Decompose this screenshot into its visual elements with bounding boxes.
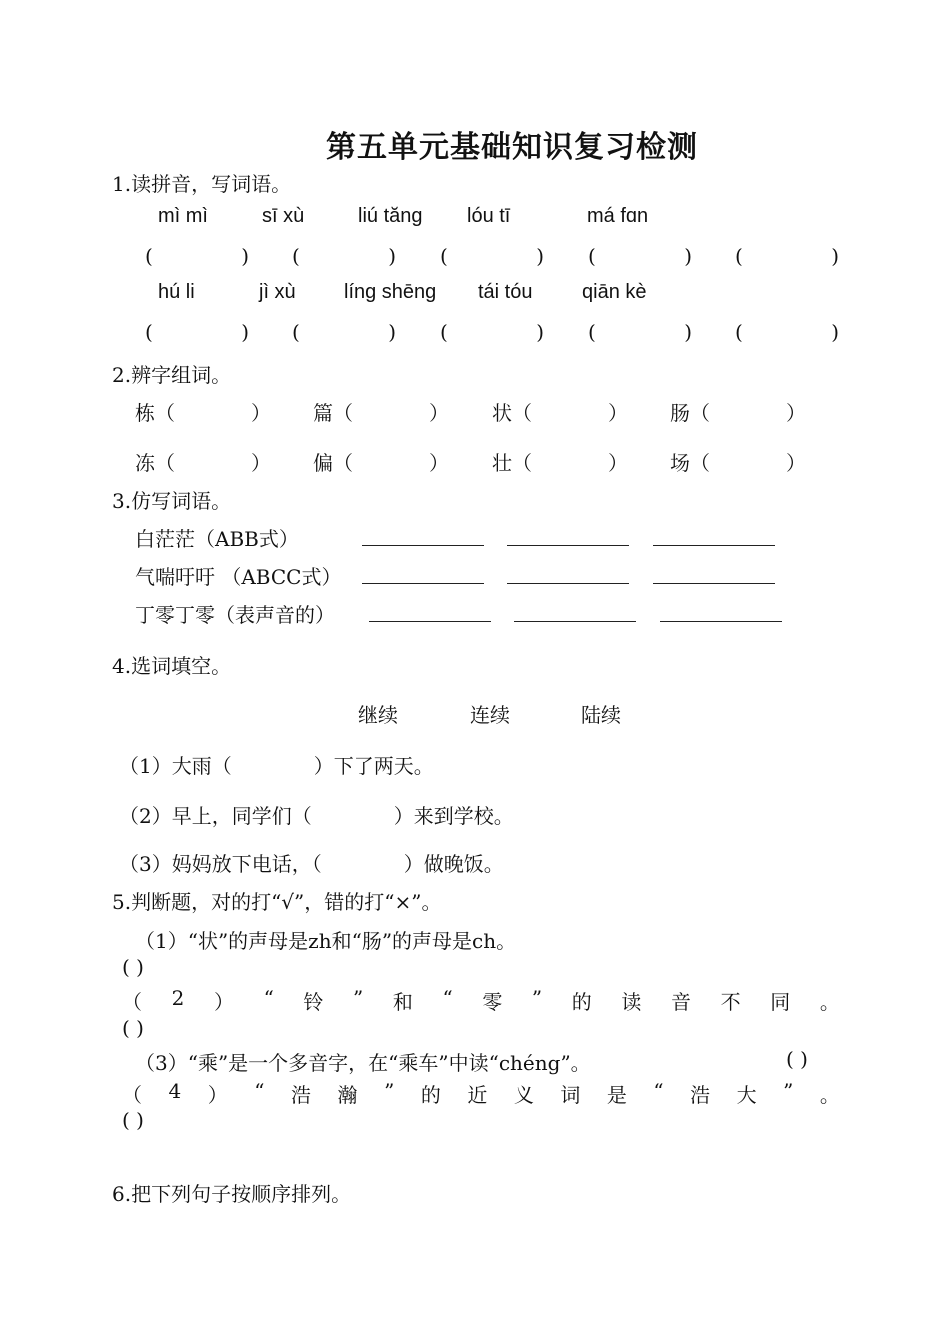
blank-line[interactable]: [660, 621, 782, 622]
char: 冻: [135, 451, 155, 475]
pinyin-1-4: lóu tī: [467, 205, 511, 227]
judge-item-1: （1）“状”的声母是zh和“肠”的声母是ch。: [135, 929, 517, 953]
char: 篇: [313, 401, 333, 425]
word-choice: 继续: [358, 703, 398, 727]
q3-item-1: 白茫茫（ABB式）: [135, 527, 299, 551]
answer-paren-1-3[interactable]: ( ): [440, 244, 544, 268]
q5-heading: 5.判断题，对的打“√”，错的打“×”。: [112, 890, 442, 914]
pinyin-2-3: líng shēng: [344, 281, 437, 303]
q4-heading: 4.选词填空。: [112, 654, 232, 678]
answer-paren-1-2[interactable]: ( ): [292, 244, 396, 268]
blank-line[interactable]: [369, 621, 491, 622]
judge-paren[interactable]: ( ): [786, 1047, 808, 1071]
char-group-2-1[interactable]: 冻 （ ）: [135, 447, 271, 476]
pinyin-2-5: qiān kè: [582, 281, 647, 303]
sentence-3[interactable]: （3）妈妈放下电话，（ ）做晚饭。: [119, 852, 504, 876]
judge-item-2: （ 2 ） “ 铃 ” 和 “ 零 ” 的 读 音 不 同 。: [122, 986, 840, 1014]
pinyin-1-3: liú tăng: [358, 205, 423, 227]
sentence-1[interactable]: （1）大雨（ ）下了两天。: [119, 754, 434, 778]
pinyin-2-1: hú li: [158, 281, 195, 303]
char-group-1-1[interactable]: 栋 （ ）: [135, 397, 271, 426]
judge-paren[interactable]: ( ): [122, 955, 144, 979]
pinyin-2-4: tái tóu: [478, 281, 533, 303]
sentence-2[interactable]: （2）早上，同学们（ ）来到学校。: [119, 804, 514, 828]
answer-paren-1-1[interactable]: ( ): [145, 244, 249, 268]
char: 场: [670, 451, 690, 475]
char: 栋: [135, 401, 155, 425]
blank-line[interactable]: [507, 583, 629, 584]
judge-item-4: （ 4 ） “ 浩 瀚 ” 的 近 义 词 是 “ 浩 大 ” 。: [122, 1079, 840, 1107]
char-group-2-4[interactable]: 场 （ ）: [670, 447, 806, 476]
judge-paren[interactable]: ( ): [122, 1016, 144, 1040]
page-title: 第五单元基础知识复习检测: [326, 130, 698, 165]
blank-line[interactable]: [362, 583, 484, 584]
char: 壮: [492, 451, 512, 475]
char-group-2-3[interactable]: 壮 （ ）: [492, 447, 628, 476]
answer-paren-2-2[interactable]: ( ): [292, 320, 396, 344]
pinyin-1-1: mì mì: [158, 205, 208, 227]
answer-paren-2-3[interactable]: ( ): [440, 320, 544, 344]
char-group-1-4[interactable]: 肠 （ ）: [670, 397, 806, 426]
pinyin-1-2: sī xù: [262, 205, 305, 227]
q2-heading: 2.辨字组词。: [112, 363, 232, 387]
char-group-1-3[interactable]: 状 （ ）: [492, 397, 628, 426]
blank-line[interactable]: [514, 621, 636, 622]
answer-paren-2-5[interactable]: ( ): [735, 320, 839, 344]
char: 状: [492, 401, 512, 425]
char: 肠: [670, 401, 690, 425]
q3-item-2: 气喘吁吁 （ABCC式）: [135, 565, 342, 589]
q3-heading: 3.仿写词语。: [112, 489, 232, 513]
blank-line[interactable]: [653, 545, 775, 546]
pinyin-2-2: jì xù: [259, 281, 296, 303]
pinyin-1-5: má fɑn: [587, 205, 649, 227]
char: 偏: [313, 451, 333, 475]
answer-paren-1-4[interactable]: ( ): [588, 244, 692, 268]
answer-paren-2-1[interactable]: ( ): [145, 320, 249, 344]
q1-heading: 1.读拼音，写词语。: [112, 172, 292, 196]
blank-line[interactable]: [653, 583, 775, 584]
answer-paren-1-5[interactable]: ( ): [735, 244, 839, 268]
q3-item-3: 丁零丁零（表声音的）: [135, 603, 335, 627]
word-choice: 陆续: [581, 703, 621, 727]
answer-paren-2-4[interactable]: ( ): [588, 320, 692, 344]
judge-paren[interactable]: ( ): [122, 1108, 144, 1132]
char-group-2-2[interactable]: 偏 （ ）: [313, 447, 449, 476]
q6-heading: 6.把下列句子按顺序排列。: [112, 1182, 352, 1206]
word-choice: 连续: [470, 703, 510, 727]
blank-line[interactable]: [362, 545, 484, 546]
blank-line[interactable]: [507, 545, 629, 546]
judge-item-3: （3）“乘”是一个多音字，在“乘车”中读“chéng”。: [135, 1051, 591, 1075]
char-group-1-2[interactable]: 篇 （ ）: [313, 397, 449, 426]
